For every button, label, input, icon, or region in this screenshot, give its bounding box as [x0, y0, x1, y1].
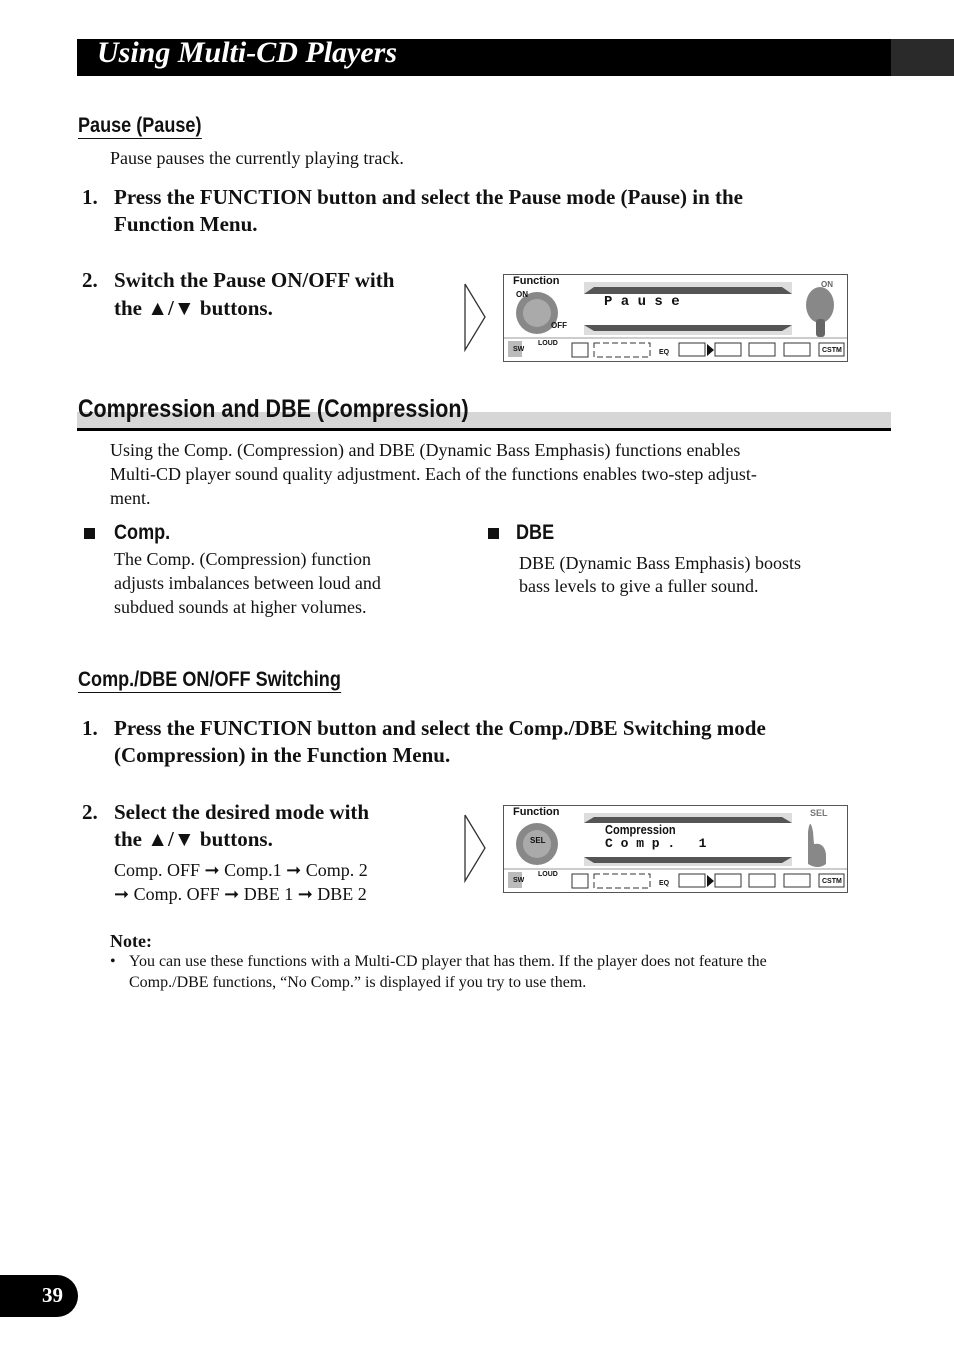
pause-intro: Pause pauses the currently playing track. — [110, 148, 404, 168]
pause-step2-line1: Switch the Pause ON/OFF with — [114, 268, 395, 292]
sw-label: SW — [513, 346, 525, 353]
switching-step2-line1: Select the desired mode with — [114, 800, 370, 824]
display-main-text: P a u s e — [604, 294, 680, 310]
switching-step1-line2: (Compression) in the Function Menu. — [114, 743, 451, 767]
dbe-bullet-icon — [488, 528, 499, 539]
pause-heading-text: Pause (Pause) — [78, 114, 202, 137]
note-line2: Comp./DBE functions, “No Comp.” is displayed if you try to use them. — [129, 974, 587, 991]
switching-heading — [78, 668, 341, 692]
pointer-arrow-icon — [463, 282, 489, 352]
dbe-heading: DBE — [516, 521, 555, 544]
cstm-label: CSTM — [822, 878, 842, 885]
switching-step1-number: 1. — [82, 716, 98, 740]
comp-bullet-icon — [84, 528, 95, 539]
loud-label: LOUD — [538, 871, 558, 878]
title-bar-tab — [891, 39, 954, 76]
pause-step1-line1: Press the FUNCTION button and select the Pause mode (Pause) in the — [114, 185, 744, 209]
section-rule — [77, 428, 891, 431]
note-line1: You can use these functions with a Multi-CD player that has them. If the player does not feature the — [129, 953, 767, 970]
comp-text-line3: subdued sounds at higher volumes. — [114, 597, 367, 617]
on-label: ON — [516, 290, 528, 299]
dbe-text-line2: bass levels to give a fuller sound. — [519, 576, 759, 596]
display-line1: Compression — [605, 822, 676, 837]
off-label: OFF — [551, 321, 567, 330]
function-label: Function — [513, 275, 560, 287]
compression-heading: Compression and DBE (Compression) — [78, 395, 469, 423]
display-frame-art — [504, 275, 847, 361]
comp-text-line1: The Comp. (Compression) function — [114, 549, 371, 569]
mode-sequence-line1: Comp. OFF ➞ Comp.1 ➞ Comp. 2 — [114, 860, 368, 880]
pause-step2-number: 2. — [82, 268, 98, 292]
pause-heading — [78, 114, 201, 138]
note-label: Note: — [110, 931, 152, 951]
pointer-arrow-icon — [463, 813, 489, 883]
page-number-badge — [0, 1275, 78, 1317]
function-label: Function — [513, 806, 560, 818]
switching-step1-line1: Press the FUNCTION button and select the Comp./DBE Switching mode — [114, 716, 766, 740]
compression-display — [503, 805, 848, 893]
switching-step2-line2: the ▲/▼ buttons. — [114, 827, 273, 851]
display-line2: C o m p . 1 — [605, 836, 707, 851]
pause-step1-number: 1. — [82, 185, 98, 209]
sw-label: SW — [513, 877, 525, 884]
pause-step1-line2: Function Menu. — [114, 212, 258, 236]
switching-step2-number: 2. — [82, 800, 98, 824]
mode-sequence-line2: ➞ Comp. OFF ➞ DBE 1 ➞ DBE 2 — [114, 884, 367, 904]
pause-step2-line2: the ▲/▼ buttons. — [114, 296, 273, 320]
compression-intro-line3: ment. — [110, 488, 151, 508]
note-bullet: • — [110, 953, 116, 970]
eq-label: EQ — [659, 880, 670, 887]
sel-badge: SEL — [810, 808, 828, 818]
dbe-text-line1: DBE (Dynamic Bass Emphasis) boosts — [519, 553, 801, 573]
page-number: 39 — [42, 1283, 63, 1307]
switching-heading-text: Comp./DBE ON/OFF Switching — [78, 668, 341, 691]
sel-label: SEL — [530, 836, 546, 845]
comp-text-line2: adjusts imbalances between loud and — [114, 573, 381, 593]
pause-display — [503, 274, 848, 362]
cstm-label: CSTM — [822, 347, 842, 354]
loud-label: LOUD — [538, 340, 558, 347]
compression-intro-line2: Multi-CD player sound quality adjustment. Each of the functions enables two-step adjust- — [110, 464, 757, 484]
eq-label: EQ — [659, 349, 670, 356]
page-title: Using Multi-CD Players — [97, 36, 398, 69]
on-badge: ON — [821, 280, 833, 289]
comp-heading: Comp. — [114, 521, 171, 544]
compression-intro-line1: Using the Comp. (Compression) and DBE (Dynamic Bass Emphasis) functions enables — [110, 440, 741, 460]
